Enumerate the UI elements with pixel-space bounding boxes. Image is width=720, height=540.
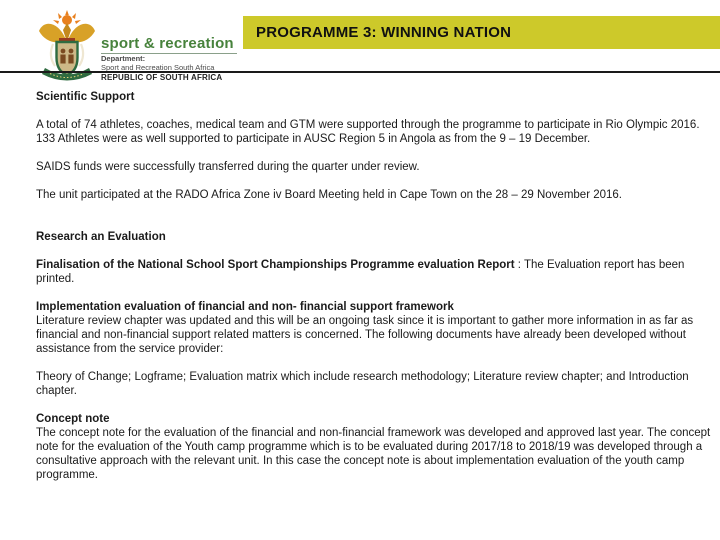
implementation-evaluation-text: Literature review chapter was updated and this will be an ongoing task since it is important to gather more information in as far as financial and non-financial support related matters is concerned. The following documents have already been developed without assistance from the service provider: [36, 315, 694, 355]
slide-title-bar [243, 16, 720, 49]
paragraph-saids-funds: SAIDS funds were successfully transferred during the quarter under review. [36, 161, 420, 173]
header-divider [0, 71, 720, 73]
implementation-evaluation-heading: Implementation evaluation of financial and non- financial support framework [36, 301, 454, 313]
slide-title: PROGRAMME 3: WINNING NATION [256, 24, 512, 41]
paragraph-athletes-supported: A total of 74 athletes, coaches, medical team and GTM were supported through the programme to participate in Rio Olympic 2016. 133 Athletes were as well supported to participate in AUSC Region 5 in Angola as from the 9 – 19 December. [36, 119, 700, 145]
paragraph-implementation-evaluation [36, 300, 712, 356]
department-name: Sport and Recreation South Africa [101, 62, 215, 72]
republic-label: REPUBLIC OF SOUTH AFRICA [101, 73, 223, 82]
paragraph-rado-meeting: The unit participated at the RADO Africa Zone iv Board Meeting held in Cape Town on the 28 – 29 November 2016. [36, 189, 622, 201]
finalisation-report-title: Finalisation of the National School Sport Championships Programme evaluation Report [36, 259, 515, 271]
department-lockup [101, 36, 251, 82]
paragraph-concept-note [36, 412, 712, 482]
slide-content [36, 90, 712, 496]
paragraph-documents-list: Theory of Change; Logframe; Evaluation matrix which include research methodology; Literature review chapter; and Introduction chapter. [36, 371, 689, 397]
paragraph-finalisation-report [36, 258, 712, 286]
finalisation-report-status: : The Evaluation report has been printed. [36, 259, 685, 285]
section-heading-research-evaluation: Research an Evaluation [36, 231, 166, 243]
concept-note-text: The concept note for the evaluation of the financial and non-financial framework was developed and approved last year. The concept note for the evaluation of the Youth camp programme which is to be evaluated during 2017/18 to 2018/19 was developed through a consultative approach with the relevant unit. In this case the concept note is about implementation evaluation of the youth camp programme. [36, 427, 711, 481]
concept-note-heading: Concept note [36, 413, 110, 425]
south-africa-coat-of-arms-icon [36, 8, 98, 86]
section-heading-scientific-support: Scientific Support [36, 91, 135, 103]
department-label: Department: [101, 54, 146, 63]
brand-wordmark: sport & recreation [101, 35, 234, 52]
